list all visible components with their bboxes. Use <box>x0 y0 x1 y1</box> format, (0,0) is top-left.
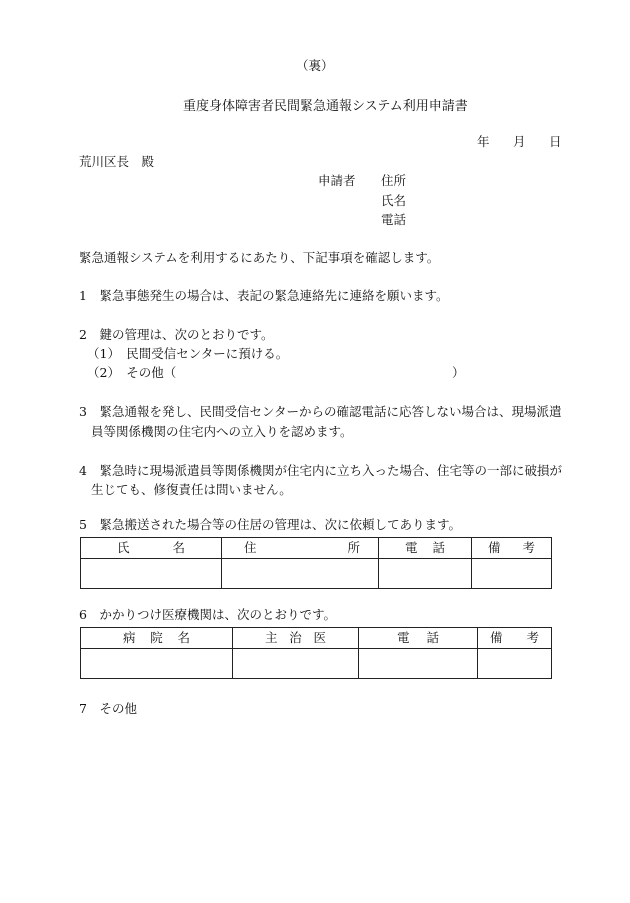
clinic-table <box>80 627 552 679</box>
item-6: 6 かかりつけ医療機関は、次のとおりです。 <box>79 607 336 622</box>
clinic-hospital-cell[interactable] <box>81 649 233 679</box>
clinic-phone-cell[interactable] <box>359 649 478 679</box>
intro-text: 緊急通報システムを利用するにあたり、下記事項を確認します。 <box>79 250 440 265</box>
clinic-header-hospital: 病 院 名 <box>81 628 233 649</box>
caretaker-header-remarks: 備 考 <box>472 538 552 559</box>
item-1: 1 緊急事態発生の場合は、表記の緊急連絡先に連絡を願います。 <box>79 288 449 303</box>
item-2-option-1: （1） 民間受信センターに預ける。 <box>87 346 289 361</box>
caretaker-header-phone: 電 話 <box>379 538 472 559</box>
applicant-label: 申請者 <box>318 173 356 188</box>
item-2-option-2-open: （2） その他（ <box>87 365 177 380</box>
clinic-table-row <box>81 649 552 679</box>
applicant-name-label: 氏名 <box>381 193 407 208</box>
caretaker-header-name: 氏 名 <box>81 538 222 559</box>
item-5: 5 緊急搬送された場合等の住居の管理は、次に依頼してあります。 <box>79 517 461 532</box>
page-title: 重度身体障害者民間緊急通報システム利用申請書 <box>183 99 468 114</box>
addressee: 荒川区長 殿 <box>79 154 155 169</box>
caretaker-address-cell[interactable] <box>222 559 379 589</box>
clinic-header-remarks: 備 考 <box>478 628 552 649</box>
applicant-phone-label: 電話 <box>381 212 407 227</box>
caretaker-table-header <box>81 538 552 559</box>
caretaker-table <box>80 537 552 589</box>
side-label: （裏） <box>296 58 334 73</box>
item-2-option-2-close: ） <box>452 365 465 380</box>
caretaker-phone-cell[interactable] <box>379 559 472 589</box>
item-3-line-1: 3 緊急通報を発し、民間受信センターからの確認電話に応答しない場合は、現場派遣 <box>79 404 562 419</box>
date-month: 月 <box>513 134 526 149</box>
caretaker-header-address: 住 所 <box>222 538 379 559</box>
clinic-table-header <box>81 628 552 649</box>
item-2: 2 鍵の管理は、次のとおりです。 <box>79 327 274 342</box>
clinic-doctor-cell[interactable] <box>233 649 359 679</box>
item-4-line-1: 4 緊急時に現場派遣員等関係機関が住宅内に立ち入った場合、住宅等の一部に破損が <box>79 463 562 478</box>
item-3-line-2: 員等関係機関の住宅内への立入りを認めます。 <box>91 424 353 439</box>
caretaker-remarks-cell[interactable] <box>472 559 552 589</box>
date-year: 年 <box>477 134 490 149</box>
clinic-header-phone: 電 話 <box>359 628 478 649</box>
item-4-line-2: 生じても、修復責任は問いません。 <box>91 482 292 497</box>
clinic-remarks-cell[interactable] <box>478 649 552 679</box>
item-7: 7 その他 <box>79 701 137 716</box>
caretaker-table-row <box>81 559 552 589</box>
clinic-header-doctor: 主 治 医 <box>233 628 359 649</box>
caretaker-name-cell[interactable] <box>81 559 222 589</box>
applicant-address-label: 住所 <box>381 173 407 188</box>
date-day: 日 <box>549 134 562 149</box>
